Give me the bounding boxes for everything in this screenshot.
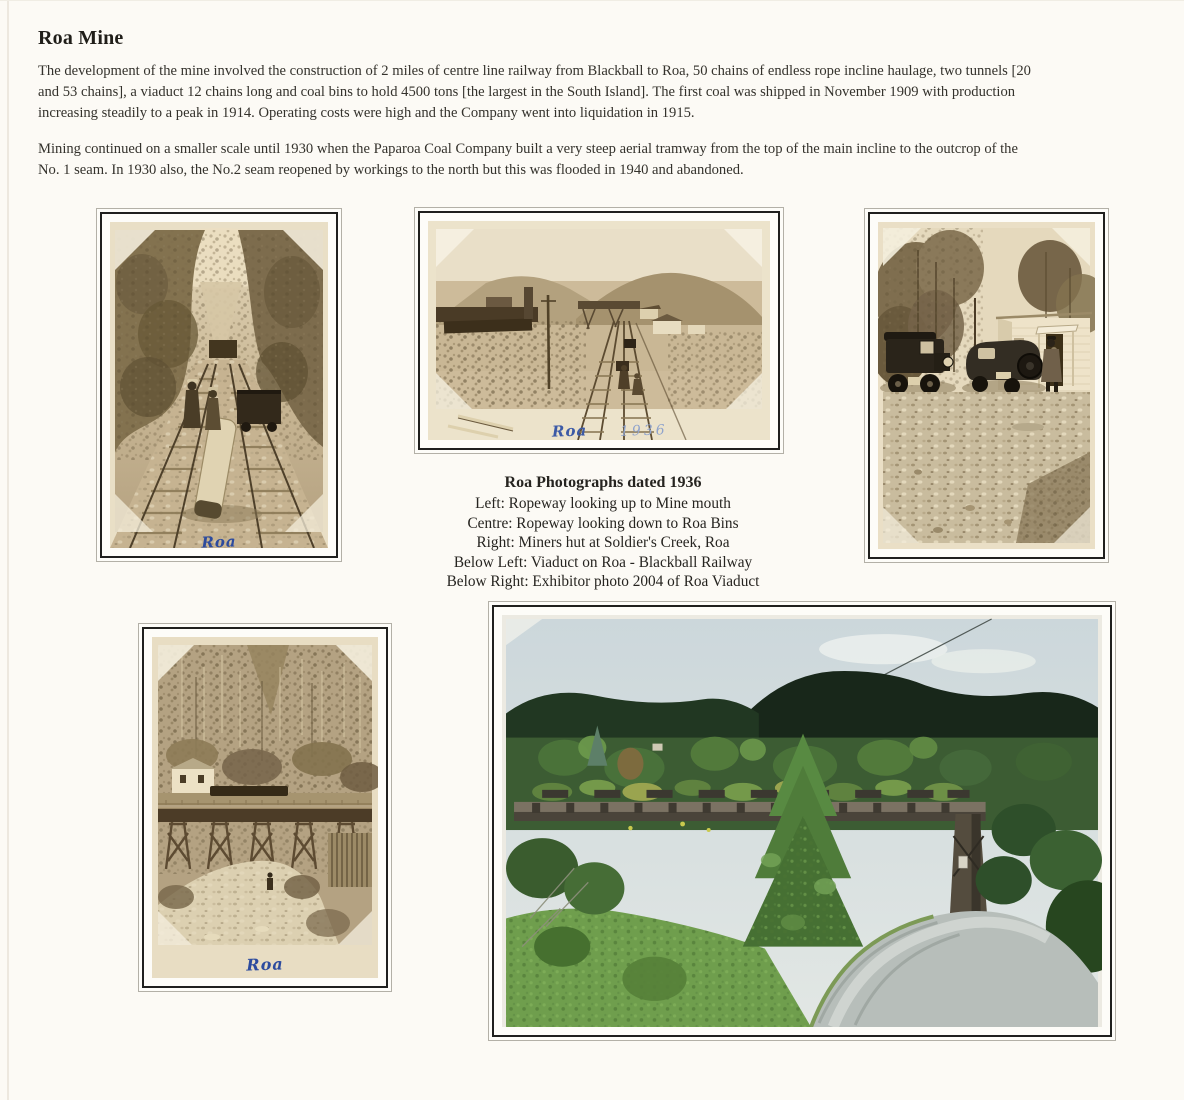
- caption-line-below-right: Below Right: Exhibitor photo 2004 of Roa Viaduct: [446, 573, 760, 590]
- text-line: and 53 chains], a viaduct 12 chains long and coal bins to hold 4500 tons [the largest in the South Island]. The first coal was shipped in November 1909 with production: [38, 84, 1016, 100]
- intro-paragraph-1: [38, 61, 1031, 124]
- scan-edge: [0, 0, 1184, 1]
- text-line: No. 1 seam. In 1930 also, the No.2 seam reopened by workings to the north but this was flooded in 1940 and abandoned.: [38, 162, 744, 178]
- miners-hut-illustration: [878, 222, 1095, 549]
- page-title: Roa Mine: [38, 27, 124, 50]
- photo-ropeway-up: [100, 212, 338, 558]
- photo-miners-hut: [868, 212, 1105, 559]
- handwriting-label: Roa: [201, 532, 237, 552]
- photo-print: [878, 222, 1095, 549]
- text-line: increasing steadily to a peak in 1914. Operating costs were high and the Company went into liquidation in 1915.: [38, 105, 695, 121]
- caption-line-left: Left: Ropeway looking up to Mine mouth: [475, 495, 731, 512]
- photo-print: [152, 637, 378, 978]
- intro-paragraph-2: [38, 139, 1018, 181]
- handwriting-label: Roa: [551, 421, 588, 441]
- text-line: Mining continued on a smaller scale until 1930 when the Paparoa Coal Company built a very steep aerial tramway from the top of the main incline to the outcrop of the: [38, 141, 1018, 157]
- ropeway-up-illustration: [110, 222, 328, 548]
- viaduct-1936-illustration: [152, 637, 378, 978]
- photo-print: [110, 222, 328, 548]
- ropeway-down-illustration: [428, 221, 770, 440]
- caption-line-right: Right: Miners hut at Soldier's Creek, Roa: [476, 534, 730, 551]
- text-line: The development of the mine involved the construction of 2 miles of centre line railway from Blackball to Roa, 50 chains of endless rope incline haulage, two tunnels [20: [38, 63, 1031, 79]
- photo-viaduct-2004: [492, 605, 1112, 1037]
- caption-heading: Roa Photographs dated 1936: [504, 474, 702, 491]
- viaduct-2004-illustration: [502, 615, 1102, 1027]
- caption-line-centre: Centre: Ropeway looking down to Roa Bins: [467, 514, 739, 532]
- photo-print: [428, 221, 770, 440]
- photo-captions: [368, 473, 838, 592]
- handwriting-year: 1936: [619, 422, 668, 440]
- handwriting-label: Roa: [246, 954, 284, 975]
- scan-edge: [7, 0, 9, 1100]
- photo-viaduct-1936: [142, 627, 388, 988]
- photo-print: [502, 615, 1102, 1027]
- caption-line-below-left: Below Left: Viaduct on Roa - Blackball Railway: [453, 553, 753, 571]
- photo-ropeway-down: [418, 211, 780, 450]
